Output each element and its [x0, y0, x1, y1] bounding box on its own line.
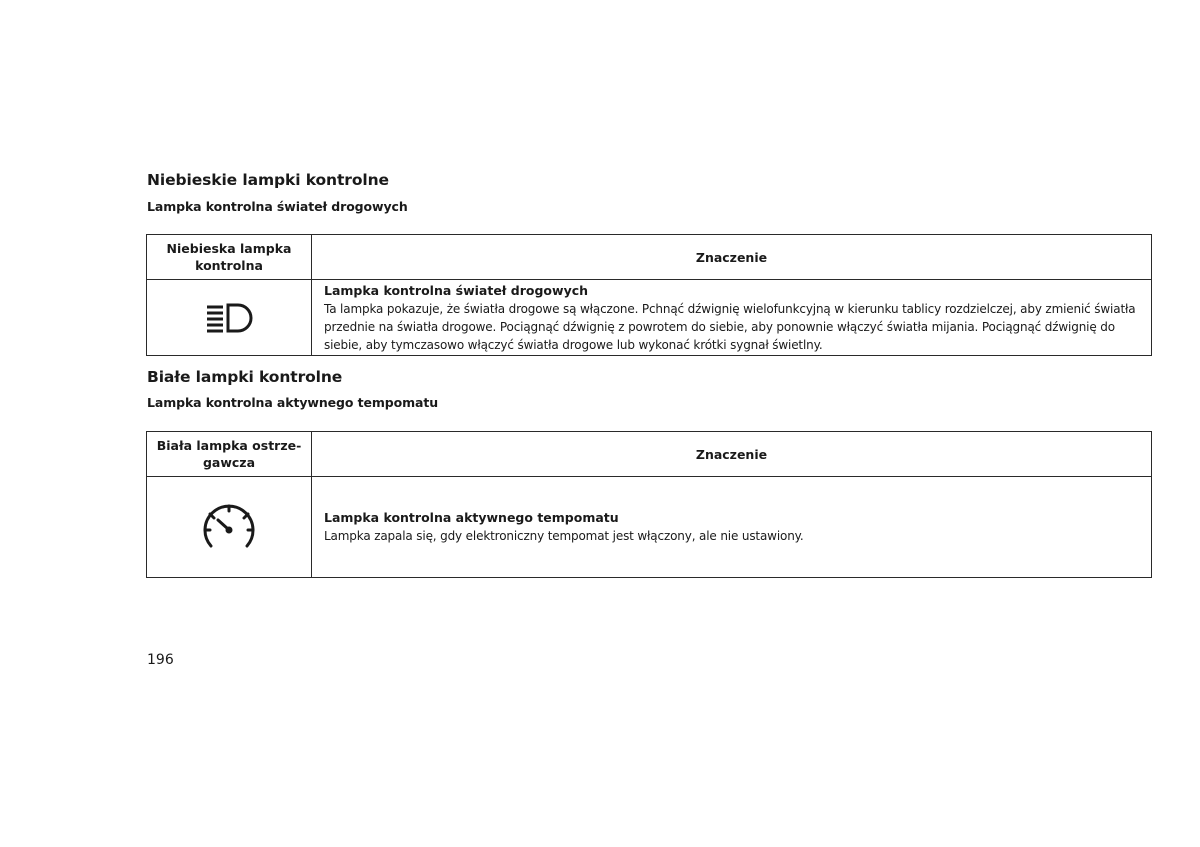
page-number: 196: [147, 652, 174, 668]
speedometer-icon: [198, 517, 260, 536]
section-heading-blue-lamps: Niebieskie lampki kontrolne: [147, 171, 389, 189]
column-header-lamp: Niebieska lampka kontrolna: [147, 235, 312, 280]
description-title: Lampka kontrolna aktywnego tempomatu: [324, 510, 619, 525]
high-beam-table: [146, 234, 1152, 356]
table-header-row: [147, 432, 1152, 477]
description-title: Lampka kontrolna świateł drogowych: [324, 282, 589, 298]
subheading-cruise-control: Lampka kontrolna aktywnego tempomatu: [147, 395, 439, 410]
table-header-row: [147, 235, 1152, 280]
icon-cell: [147, 280, 312, 356]
column-header-meaning: Znaczenie: [312, 235, 1152, 280]
high-beam-icon: [204, 307, 254, 326]
description-text: Lampka zapala się, gdy elektroniczny tempomat jest włączony, ale nie ustawiony.: [324, 529, 804, 543]
column-header-meaning: Znaczenie: [312, 432, 1152, 477]
description-text: Ta lampka pokazuje, że światła drogowe są włączone. Pchnąć dźwignię wielofunkcyjną w kierunku tablicy rozdzielczej, aby zmienić światła przednie na światła drogowe. Pociągnąć dźwignię z powrotem do siebie, aby ponownie włączyć światła mijania. Pociągnąć dźwignię do siebie, aby tymczasowo włączyć światła drogowe lub wykonać krótki sygnał świetlny.: [324, 301, 1136, 352]
cruise-control-table: [146, 431, 1152, 578]
description-cell: [312, 477, 1152, 578]
section-heading-white-lamps: Białe lampki kontrolne: [147, 368, 343, 386]
table-row: [147, 280, 1152, 356]
column-header-lamp: Biała lampka ostrzegawcza: [147, 432, 312, 477]
subheading-high-beam: Lampka kontrolna świateł drogowych: [147, 199, 408, 214]
description-cell: [312, 280, 1152, 356]
icon-cell: [147, 477, 312, 578]
table-row: [147, 477, 1152, 578]
